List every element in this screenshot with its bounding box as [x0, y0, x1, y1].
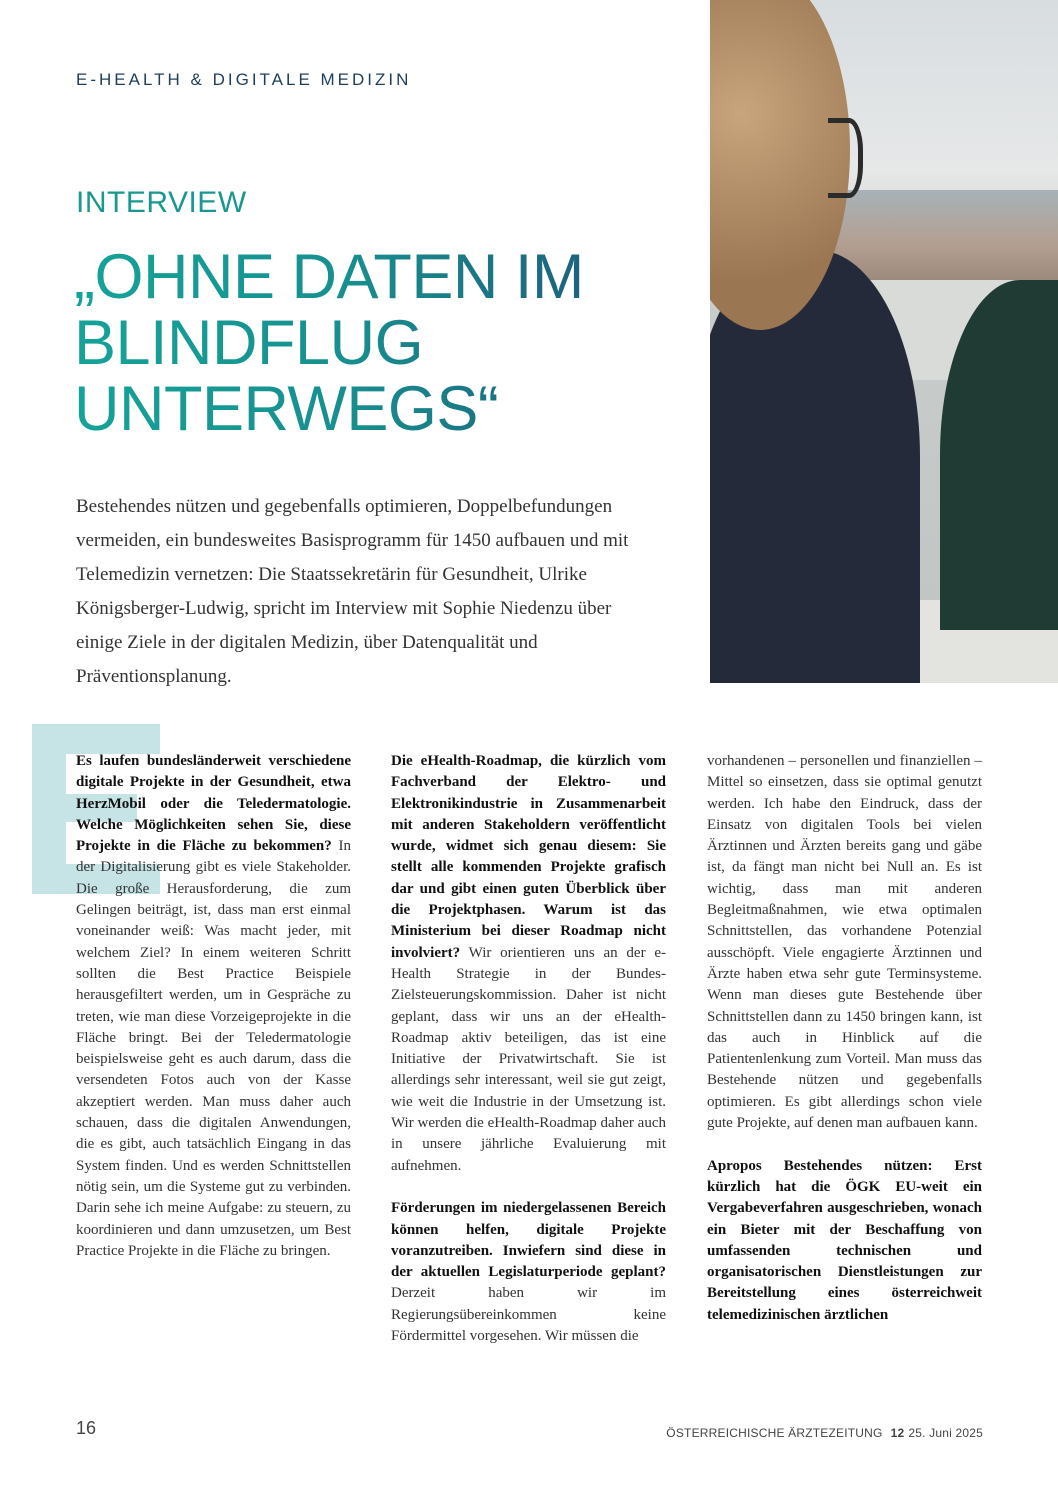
lead-paragraph: Bestehendes nützen und gegebenfalls optimieren, Doppelbefundungen vermeiden, ein bundesweites Basisprogramm für 1450 aufbauen und mit Telemedizin vernetzen: Die Staatssekretärin für Gesundheit, Ulrike Königsberger-Ludwig, spricht im Interview mit Sophie Niedenzu über einige Ziele in der digitalen Medizin, über Datenqualität und Präventionsplanung.	[76, 496, 629, 687]
photo-glasses	[828, 118, 863, 198]
article-column-1	[76, 751, 351, 1283]
article-column-2	[391, 751, 666, 1369]
interview-question: Es laufen bundesländerweit verschiedene digitale Projekte in der Gesundheit, etwa HerzMobil oder die Teledermatologie. Welche Möglichkeiten sehen Sie, diese Projekte in die Fläche zu bekommen?	[76, 753, 351, 855]
interview-answer: vorhandenen – personellen und finanziellen – Mittel so einsetzen, dass sie optimal genutzt werden. Ich habe den Eindruck, dass der Einsatz von digitalen Tools bei vielen Ärztinnen und Ärzten bereits gang und gäbe ist, da fängt man nicht bei Null an. Es ist wichtig, dass man mit anderen Begleitmaßnahmen, wie etwa optimalen Schnittstellen, das vorhandene Potenzial ausschöpft. Viele engagierte Ärztinnen und Ärzte haben etwa sehr gute Terminsysteme. Wenn man dieses gute Bestehende über Schnittstellen dann zu 1450 bringen kann, ist das auch in Hinblick auf die Patientenlenkung zum Vorteil. Man muss das Bestehende nützen und gegebenfalls optimieren. Es gibt allerdings schon viele gute Projekte, auf denen man aufbauen kann.	[707, 753, 982, 1132]
article-paragraph	[391, 1198, 666, 1347]
page-number: 16	[76, 1418, 97, 1438]
issue-date: 25. Juni 2025	[908, 1426, 983, 1440]
footer	[666, 1426, 983, 1440]
article-paragraph	[707, 1156, 982, 1326]
interview-answer: Wir orientieren uns an der e-Health Strategie in der Bundes-Zielsteuerungskommission. Daher ist nicht geplant, dass wir uns an der eHealth-Roadmap aktiv beteiligen, das ist eine Initiative der Privatwirtschaft. Sie ist allerdings sehr interessant, weil sie gut zeigt, wie weit die Industrie in der Umsetzung ist. Wir werden die eHealth-Roadmap daher auch in unsere jährliche Evaluierung mit aufnehmen.	[391, 944, 666, 1174]
interview-question: Apropos Bestehendes nützen: Erst kürzlich hat die ÖGK EU-weit ein Vergabeverfahren ausgeschrieben, wonach ein Bieter mit der Beschaffung von umfassenden technischen und organisatorischen Dienstleistungen zur Bereitstellung eines österreichweit telemedizinischen ärztlichen	[707, 1157, 982, 1323]
drop-cap-top-bar	[32, 724, 160, 754]
section-label: INTERVIEW	[76, 186, 247, 219]
interview-answer: Derzeit haben wir im Regierungsübereinkommen keine Fördermittel vorgesehen. Wir müssen die	[391, 1285, 666, 1345]
interview-question: Die eHealth-Roadmap, die kürzlich vom Fachverband der Elektro- und Elektronikindustrie in Zusammenarbeit mit anderen Stakeholdern veröffentlicht wurde, widmet sich genau diesem: Sie stellt alle kommenden Projekte grafisch dar und gibt einen guten Überblick über die Projektphasen. Warum ist das Ministerium bei dieser Roadmap nicht involviert?	[391, 753, 666, 961]
article-paragraph	[707, 751, 982, 1134]
interview-answer: In der Digitalisierung gibt es viele Stakeholder. Die große Herausforderung, die zum Gelingen beiträgt, ist, dass man erst einmal voneinander weiß: Was macht jeder, mit welchem Ziel? In einem weiteren Schritt sollten die Best Practice Beispiele herausgefiltert werden, um in Gespräche zu treten, wie man diese Vorzeigeprojekte in die Fläche bringt. Bei der Teledermatologie beispielsweise geht es auch darum, dass die versendeten Fotos auch von der Kasse akzeptiert werden. Man muss daher auch schauen, dass die digitalen Anwendungen, die es gibt, auch tatsächlich Eingang in das System finden. Und es werden Schnittstellen nötig sein, um die Systeme gut zu verbinden. Darin sehe ich meine Aufgabe: zu steuern, zu koordinieren und dann umzusetzen, um Best Practice Projekte in die Fläche zu bringen.	[76, 838, 351, 1259]
issue-number: 12	[890, 1426, 905, 1440]
article-column-3	[707, 751, 982, 1347]
headline: „OHNE DATEN IM BLINDFLUG UNTERWEGS“	[74, 244, 614, 442]
interview-question: Förderungen im niedergelassenen Bereich können helfen, digitale Projekte voranzutreiben. Inwiefern sind diese in der aktuellen Legislaturperiode geplant?	[391, 1200, 666, 1281]
interview-photo	[710, 0, 1058, 683]
publication-name: ÖSTERREICHISCHE ÄRZTEZEITUNG	[666, 1426, 883, 1440]
article-paragraph	[391, 751, 666, 1177]
section-kicker: E-HEALTH & DIGITALE MEDIZIN	[76, 70, 412, 89]
article-paragraph	[76, 751, 351, 1262]
